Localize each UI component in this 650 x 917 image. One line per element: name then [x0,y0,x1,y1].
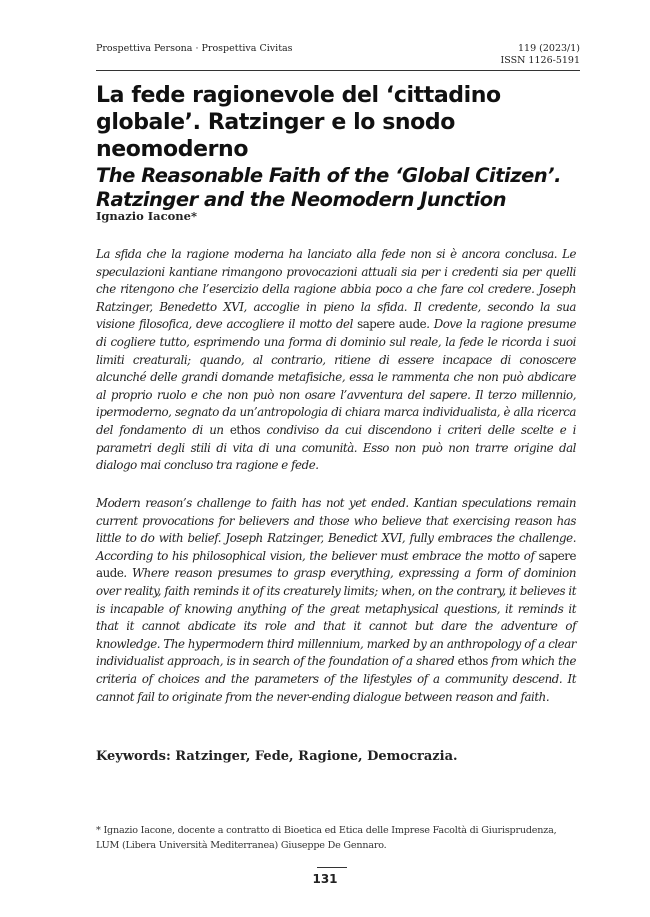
abstract-en-term-sapere-aude: sapere aude [96,548,576,581]
title-english: The Reasonable Faith of the ‘Global Citizen’. Ratzinger and the Neomodern Junction [96,164,561,211]
issue-number: 119 (2023/1) [518,43,580,54]
abstract-it-text-3: condiviso da cui discendono i criteri delle scelte e i parametri degli stili di vita di una comunità. Esso non può non trarre origine dal dialogo mai concluso tra ragione e fede. [96,422,576,473]
abstract-en-term-ethos: ethos [457,654,488,669]
keywords: Keywords: Ratzinger, Fede, Ragione, Democrazia. [96,749,458,764]
header-rule [96,70,580,71]
abstract-en-text-3: from which the criteria of choices and the parameters of the lifestyles of a community descend. It cannot fail to originate from the never-ending dialogue between reason and faith. [96,654,576,704]
running-header [96,43,580,73]
page-number: 131 [312,872,338,886]
abstract-italian [96,246,576,475]
page-number-rule [317,867,347,868]
journal-name: Prospettiva Persona · Prospettiva Civitas [96,43,293,54]
abstract-it-text-1: La sfida che la ragione moderna ha lanciato alla fede non si è ancora conclusa. Le speculazioni kantiane rimangono provocazioni attuali sia per i credenti sia per quelli che ritengono che l’esercizio della ragione abbia poco a che fare col credere. Joseph Ratzinger, Benedetto XVI, accoglie in pieno la sfida. Il credente, secondo la sua visione filosofica, deve accogliere il motto del [96,247,576,332]
abstract-en-text-2: . Where reason presumes to grasp everything, expressing a form of dominion over reality, faith reminds it of its creaturely limits; when, on the contrary, it believes it is incapable of knowing anything of the great metaphysical questions, it reminds it that it cannot abdicate its role and that it cannot but dare the adventure of knowledge. The hypermodern third millennium, marked by an anthropology of a clear individualist approach, is in search of the foundation of a shared [96,566,576,669]
author-name: Ignazio Iacone* [96,209,198,223]
title-block [96,82,590,212]
abstract-english [96,495,576,706]
title-italian: La fede ragionevole del ‘cittadino globale’. Ratzinger e lo snodo neomoderno [96,83,501,162]
abstract-it-term-ethos: ethos [229,422,261,437]
issue-info [501,43,581,67]
abstract-it-text-2: . Dove la ragione presume di cogliere tutto, esprimendo una forma di dominio sul reale, la fede le ricorda i suoi limiti creaturali; quando, al contrario, ritiene di essere incapace di conoscere alcunché delle grandi domande metafisiche, essa le rammenta che non può abdicare al proprio ruolo e che non può non osare l’avventura del sapere. Il terzo millennio, ipermoderno, segnato da un’antropologia di chiara marca individualista, è alla ricerca del fondamento di un [96,317,576,437]
author-footnote: * Ignazio Iacone, docente a contratto di Bioetica ed Etica delle Imprese Facoltà di Giurisprudenza, LUM (Libera Università Mediterranea) Giuseppe De Gennaro. [96,825,557,851]
issn: ISSN 1126-5191 [500,55,580,66]
abstract-it-term-sapere-aude: sapere aude [357,317,427,332]
abstract-en-text-1: Modern reason’s challenge to faith has not yet ended. Kantian speculations remain current provocations for believers and those who believe that exercising reason has little to do with belief. Joseph Ratzinger, Benedict XVI, fully embraces the challenge. According to his philosophical vision, the believer must embrace the motto of [96,496,576,563]
